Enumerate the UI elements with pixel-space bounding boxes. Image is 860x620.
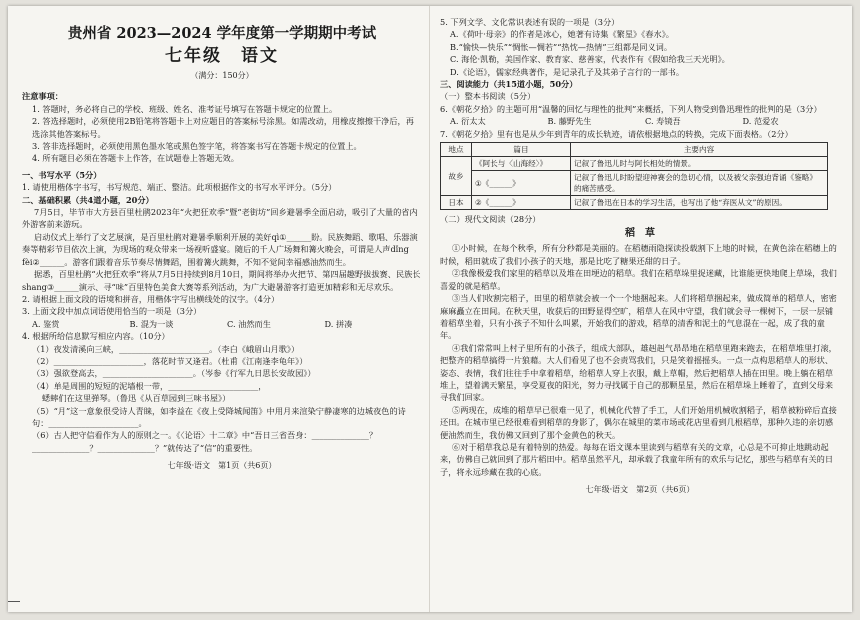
notice-item: 1. 答题时，务必将自己的学校、班级、姓名、准考证号填写在答题卡规定的位置上。: [32, 103, 338, 114]
notice-item: 2. 答选择题时，必须使用2B铅笔将答题卡上对应题目的答案标号涂黑。如需改动，用橡皮擦擦干净后，再选涂其他答案标号。: [32, 116, 414, 139]
option-a: A.《荷叶·母亲》的作者是冰心，她著有诗集《繁星》《春水》。: [450, 29, 674, 40]
table-head-cell: 篇目: [472, 143, 571, 157]
page-left: [22, 16, 422, 473]
recite-item: （3）强欲登高去，______________________。（岑参《行军九日思长安故园》）: [32, 368, 316, 379]
table-row: [441, 157, 828, 171]
question-4-items: [22, 343, 422, 455]
passage-para: 启动仪式上举行了文艺展演，是百里杜鹃对避暑季顺利开展的美好qì①______盼。民族舞蹈、歌唱、乐器演奏等精彩节目依次上演，为现场的观众带来一场视听盛宴。随后的千人广场舞和篝火晚会，可谓是人声dǐng fèi②______。游客们跟着音乐节奏尽情舞蹈，围着篝火跳舞，不知不觉间幸福感油然而生。: [22, 231, 418, 267]
question-2: 2. 请根据上面文段的语境和拼音，用楷体字写出横线处的汉字。（4分）: [22, 293, 280, 304]
table-cell: 记叙了鲁迅在日本的学习生活，也写出了他“弃医从文”的原因。: [571, 196, 828, 210]
section-basics: 二、基础积累（共4道小题，20分）: [22, 194, 154, 205]
article-para: ③当人们收割完稻子，田里的稻草就会被一个一个地捆起来。人们将稻草捆起来，做成简单的稻草人，密密麻麻矗立在田间。在秋天里，收获后的田野显得空旷，稻草人在风中守望，我们就会寻一棵树下，一层一层铺着稻草坐着，只有小孩子不知什么叫累，开始我们的游戏，稻草的清香和泥土的气息混在一起，成了我的童年。: [440, 293, 837, 341]
question-5-options: [440, 28, 840, 78]
question-6: 6.《朝花夕拾》的主题可用“温馨的回忆与理性的批判”来概括，下列人物受到鲁迅理性的批判的是（3分）: [440, 103, 822, 114]
recite-item: （5）“月”这一意象很受诗人青睐，如李益在《夜上受降城闻笛》中用月来渲染宁静凄寒的边城夜色的诗句：______________________。: [32, 405, 406, 428]
question-7: 7.《朝花夕拾》里有也是从少年到青年的成长轨迹，请依根据地点的转换，完成下面表格。（2分）: [440, 128, 793, 139]
question-6-options: [440, 115, 840, 127]
section-writing: 一、书写水平（5分）: [22, 169, 102, 180]
subsection-book: （一）整本书阅读（5分）: [440, 91, 536, 102]
page-footer: 七年级·语文 第1页（共6页）: [167, 461, 277, 471]
subsection-modern: （二）现代文阅读（28分）: [440, 214, 541, 225]
notice-heading: 注意事项：: [22, 91, 63, 102]
recite-item: （2）______________________，落花时节又逢君。（杜甫《江南逢李龟年》）: [32, 355, 308, 366]
page-right: [440, 16, 840, 497]
question-1: 1. 请使用楷体字书写，书写规范、端正、整洁。此项根据作文的书写水平评分。（5分）: [22, 182, 337, 193]
table-head-cell: 地点: [441, 143, 472, 157]
article-para: ①小时候，在每个秋季，所有分秒都是美丽的。在稻穗雨隐探读投载割下上地的时候，在黄色涂在稻穗上的时候，稻田就成了我们小孩子的天地，那是比吃了糖果还甜的日子。: [440, 243, 837, 266]
option-c: C. 海伦·凯勒，美国作家、教育家、慈善家，代表作有《假如给我三天光明》。: [450, 54, 730, 65]
article-para: ⑤两现在，成堆的稻草早已很难一见了，机械化代替了手工，人们开始用机械收割稻子，稻草被粉碎后直接还田。在城市里已经很难看到稻草的身影了，偶尔在城里的菜市场或花店里看到几根稻草，那种久违的亲切感便油然而生，我仿佛又回到了那个金黄色的秋天。: [440, 404, 837, 440]
table-row: [441, 171, 828, 196]
recite-item: 蟋蟀们在这里弹琴。（鲁迅《从百草园到三味书屋》）: [42, 393, 231, 404]
article-para: ④我们常常叫上村子里所有的小孩子，组成大部队，雄赳赳气昂昂地在稻草里跑来跑去，在稻草堆里打滚，把整齐的稻草搞得一片狼藉。大人们看见了也不会责骂我们，只是笑着摇摇头。一点一点构思稻草人的形状、姿态、表情，我们往往手中拿着稻草，给稻草人穿上衣服，戴上草帽，然后把稻草人插在田里。晚上躺在稻草堆上，望着满天繁星，享受夏夜的阳光，努力寻找属于自己的那颗星星，然后在稻草垛上睡着了，直到父母来寻我们回家。: [440, 342, 837, 403]
question-4: 4. 根据所给信息默写相应内容。（10分）: [22, 331, 170, 342]
exam-title: 贵州省 2023—2024 学年度第一学期期中考试: [67, 25, 377, 42]
option-b: B. 混为一谈: [129, 318, 174, 329]
article-title: 稻 草: [625, 228, 655, 240]
question-5: 5. 下列文学、文化常识表述有误的一项是（3分）: [440, 17, 620, 27]
question-7-table: [440, 142, 828, 210]
question-3-options: [22, 318, 422, 330]
exam-sheet: [8, 6, 852, 612]
exam-subtitle: 七年级 语文: [165, 46, 279, 66]
table-cell: 记叙了鲁迅儿时与阿长相处的情景。: [571, 157, 828, 171]
table-cell-place: 故乡: [441, 157, 472, 196]
option-a: A. 鉴赏: [32, 318, 60, 329]
table-row: [441, 196, 828, 210]
table-head-cell: 主要内容: [571, 143, 828, 157]
article-para: ⑥对于稻草我总是有着特别的热爱。每每在语文课本里读到与稻草有关的文章，心总是不可抑止地跳动起来，仿佛自己就回到了那片稻田中。稻草虽然平凡，却承载了我童年所有的欢乐与记忆，那些与稻草有关的日子，将永远珍藏在我的心底。: [440, 441, 834, 477]
option-c: C. 油然而生: [227, 318, 271, 329]
question-3: 3. 上面文段中加点词语使用恰当的一项是（3分）: [22, 306, 202, 317]
recite-item: （1）夜发清溪向三峡，______________________。（李白《峨眉山月歌》）: [32, 343, 300, 354]
passage-para: 据悉，百里杜鹃“火把狂欢季”将从7月5日持续到8月10日，期间将举办火把节、第四届趣野拔拔赛、民族长shang③______演示、寻“味”百里特色美食大赛等系列活动，为广大避暑游客打造更加精彩和无尽欢乐。: [22, 269, 421, 292]
table-cell-place: 日本: [441, 196, 472, 210]
table-cell: ②《______》: [472, 196, 571, 210]
notice-item: 3. 答非选择题时，必须使用黑色墨水笔或黑色签字笔，将答案书写在答题卡规定的位置上。: [32, 141, 362, 152]
option-d: D.《论语》，儒家经典著作，是记录孔子及其弟子言行的一部书。: [450, 66, 685, 77]
passage-para: 7月5日，毕节市大方县百里杜鹃2023年“火把狂欢季”暨“老街坊”回乡避暑季全面启动，吸引了大量的省内外游客前来游玩。: [22, 207, 418, 230]
option-b: B.“愉快—快乐”“惆怅—惆若”“热忱—热情”三组都是同义词。: [450, 41, 673, 52]
page-fold: [429, 6, 430, 612]
notice-item: 4. 所有题目必须在答题卡上作答，在试题卷上答题无效。: [32, 153, 239, 164]
recite-item: （6）古人把守信看作为人的原则之一。《〈论语〉十二章》中“吾日三省吾身：______________？______________？______________？”就传达了“信”的重要性。: [32, 430, 378, 453]
table-header: [441, 143, 828, 157]
option-d: D. 范爱农: [742, 116, 779, 127]
recite-item: （4）单是周围的短短的泥墙根一带，______________________，: [32, 380, 267, 391]
table-cell: 记叙了鲁迅儿时盼望迎神赛会的急切心情，以及被父亲强迫背诵《鉴略》的痛苦感受。: [571, 171, 828, 196]
option-d: D. 拼凑: [324, 318, 353, 329]
page-footer: 七年级·语文 第2页（共6页）: [585, 485, 695, 495]
option-b: B. 藤野先生: [547, 116, 592, 127]
section-reading: 三、阅读能力（共15道小题，50分）: [440, 79, 578, 90]
option-c: C. 寿镜吾: [645, 116, 681, 127]
option-a: A. 衍太太: [450, 116, 486, 127]
margin-mark: [8, 601, 20, 602]
article-para: ②我像极爱我们家里的稻草以及堆在田埂边的稻草。我们在稻草垛里捉迷藏，比谁能更快地爬上草垛，我们喜爱的就是稻草。: [440, 268, 837, 291]
table-cell: ①《______》: [472, 171, 571, 196]
table-cell: 《阿长与〈山海经〉》: [472, 157, 571, 171]
full-score: （满分：150分）: [190, 71, 254, 80]
notice-list: [22, 103, 422, 165]
